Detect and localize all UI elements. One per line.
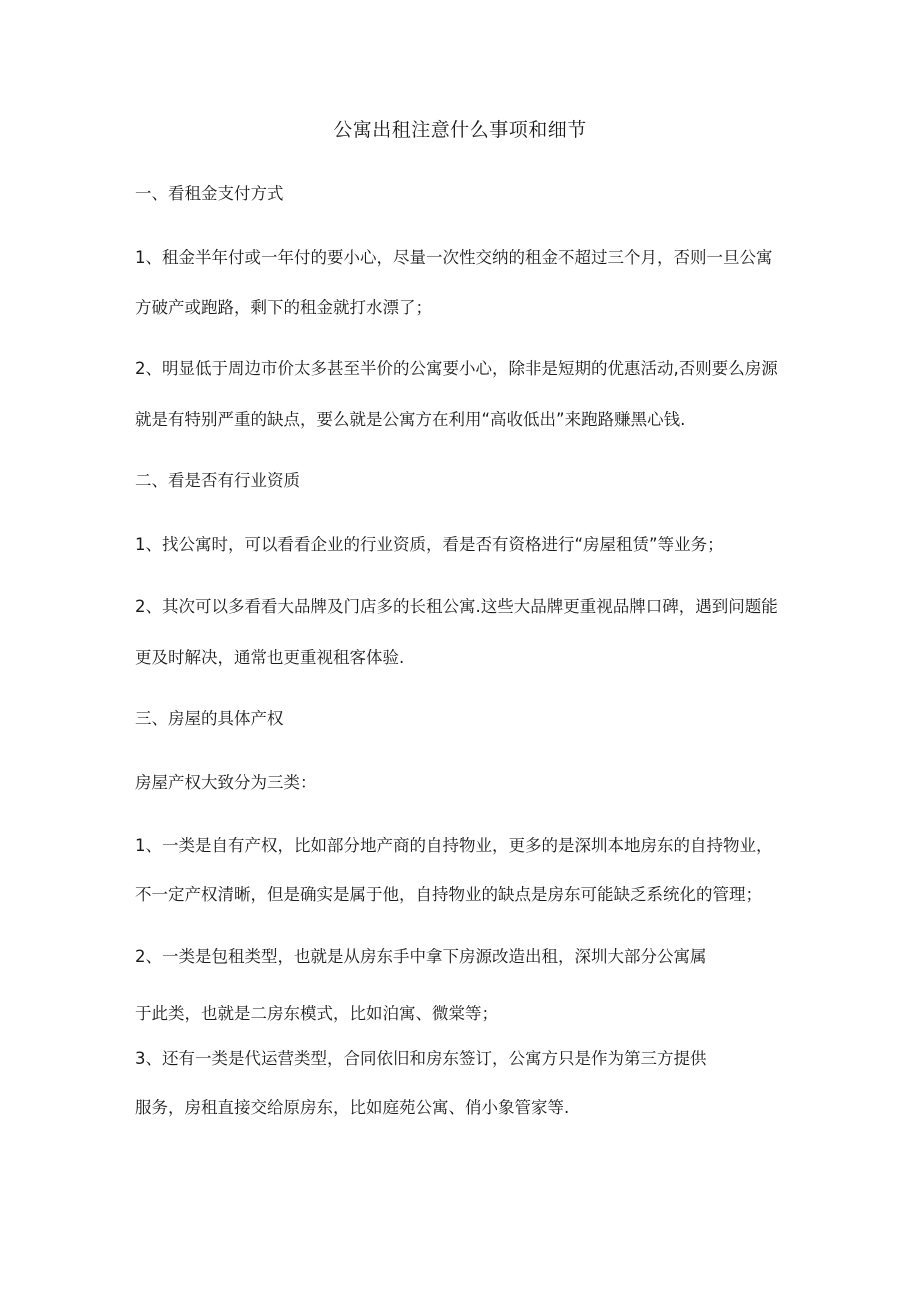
paragraph-line: 2、一类是包租类型，也就是从房东手中拿下房源改造出租，深圳大部分公寓属 bbox=[135, 947, 707, 966]
paragraph-line: 2、明显低于周边市价太多甚至半价的公寓要小心，除非是短期的优惠活动,否则要么房源 bbox=[135, 359, 778, 378]
paragraph-line: 于此类，也就是二房东模式，比如泊寓、微棠等； bbox=[135, 1004, 498, 1023]
paragraph-line: 更及时解决，通常也更重视租客体验. bbox=[135, 648, 405, 667]
paragraph-line: 3、还有一类是代运营类型，合同依旧和房东签订，公寓方只是作为第三方提供 bbox=[135, 1049, 707, 1068]
section-heading-property-rights: 三、房屋的具体产权 bbox=[135, 709, 284, 728]
section-heading-payment: 一、看租金支付方式 bbox=[135, 184, 284, 203]
paragraph-line: 1、租金半年付或一年付的要小心，尽量一次性交纳的租金不超过三个月，否则一旦公寓 bbox=[135, 248, 773, 267]
section-heading-qualification: 二、看是否有行业资质 bbox=[135, 471, 300, 490]
paragraph-line: 1、找公寓时，可以看看企业的行业资质，看是否有资格进行“房屋租赁”等业务； bbox=[135, 535, 724, 554]
paragraph-line: 方破产或跑路，剩下的租金就打水漂了； bbox=[135, 298, 432, 317]
paragraph-line: 就是有特别严重的缺点，要么就是公寓方在利用“高收低出”来跑路赚黑心钱. bbox=[135, 410, 686, 429]
paragraph-line: 2、其次可以多看看大品牌及门店多的长租公寓.这些大品牌更重视品牌口碑，遇到问题能 bbox=[135, 597, 778, 616]
document-title: 公寓出租注意什么事项和细节 bbox=[333, 119, 587, 141]
paragraph-line: 1、一类是自有产权，比如部分地产商的自持物业，更多的是深圳本地房东的自持物业， bbox=[135, 836, 773, 855]
paragraph-line: 不一定产权清晰，但是确实是属于他，自持物业的缺点是房东可能缺乏系统化的管理； bbox=[135, 885, 762, 904]
paragraph-line: 服务，房租直接交给原房东，比如庭苑公寓、俏小象管家等. bbox=[135, 1098, 570, 1117]
paragraph-line: 房屋产权大致分为三类： bbox=[135, 773, 317, 792]
